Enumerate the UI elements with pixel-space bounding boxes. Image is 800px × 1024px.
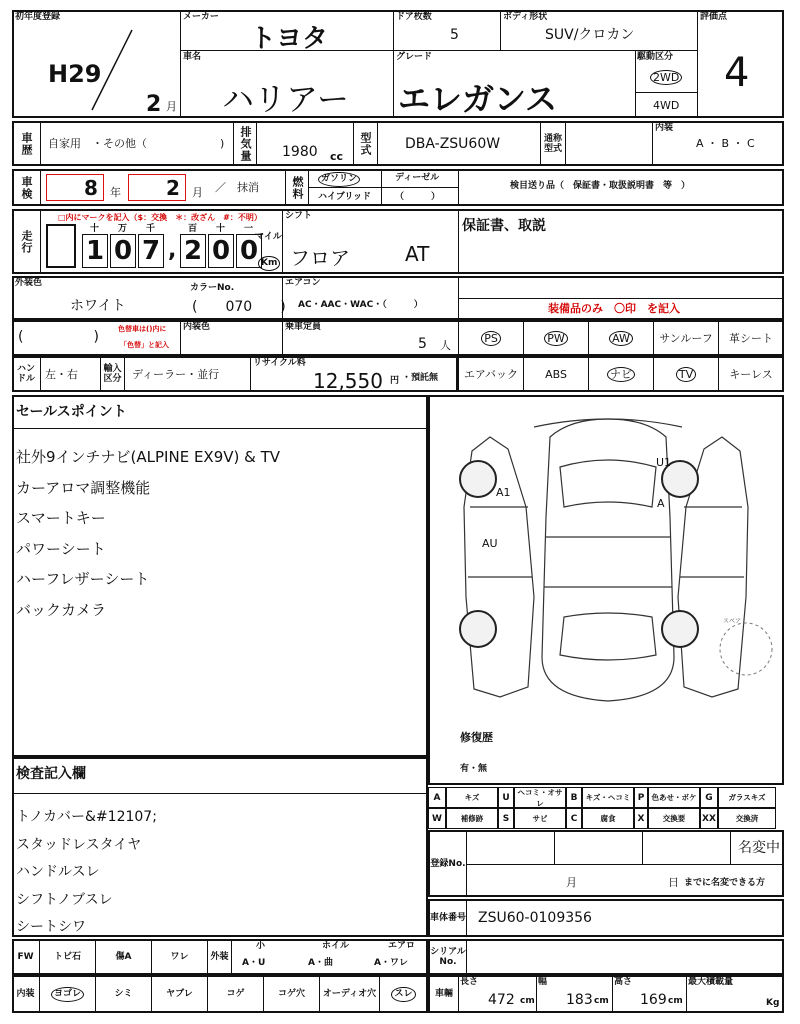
int-item-label: コゲ	[226, 989, 245, 999]
equipment-item	[523, 320, 588, 356]
mileage-digit-unit: 千	[146, 224, 156, 234]
maker-label: メーカー	[183, 12, 219, 22]
int-color-label: 内装色	[183, 322, 211, 332]
mileage-note: □内にマークを記入（$：交換 ＊：改ざん #：不明）	[58, 213, 262, 222]
fw-size-label: ホイル	[322, 941, 350, 951]
damage-mark-a1: A1	[496, 486, 511, 499]
shift-label: シフト	[285, 211, 313, 221]
legend-cell: 交換要	[648, 808, 700, 829]
common-type-label: 通称型式	[543, 133, 562, 154]
erased-label: ／ 抹消	[215, 181, 259, 194]
hei-label: 高さ	[614, 977, 633, 987]
legend-cell: A	[428, 787, 446, 808]
mileage-sep: ,	[168, 238, 177, 263]
legend-cell: ガラスキズ	[718, 787, 776, 808]
mileage-digit: 0	[236, 234, 262, 268]
equipment-label: サンルーフ	[659, 331, 713, 345]
fw-size-value: A・U	[242, 958, 266, 968]
sales-point: 社外9インチナビ(ALPINE EX9V) & TV	[16, 448, 281, 466]
name-change-label: 登録No.	[430, 858, 466, 869]
name-change-note: までに名変できる方	[684, 878, 766, 888]
mileage-unit-km: Km	[258, 256, 280, 271]
fw-size-label: エアロ	[388, 941, 416, 951]
sales-point: スマートキー	[16, 509, 106, 527]
ext-color-value: ホワイト	[70, 298, 126, 314]
interior-grade: A ・ B ・ C	[696, 137, 755, 150]
equip-note: 装備品のみ 〇印 を記入	[548, 302, 680, 315]
interior-label: 内装	[655, 123, 674, 133]
fw-size-value: A・曲	[308, 958, 333, 968]
check-item: トノカバー&#12107;	[16, 809, 157, 825]
drive-4wd: 4WD	[653, 99, 680, 112]
load-unit: Kg	[766, 998, 780, 1008]
legend-cell: ヘコミ・オサレ	[514, 787, 566, 808]
body-value: SUV/クロカン	[545, 27, 635, 43]
len-label: 長さ	[460, 977, 479, 987]
drive-2wd: 2WD	[650, 70, 682, 85]
equipment-label: TV	[676, 367, 696, 382]
legend-cell: 腐食	[582, 808, 634, 829]
vin-value: ZSU60-0109356	[478, 910, 592, 926]
equipment-item	[458, 320, 523, 356]
mileage-digit-unit: 十	[90, 224, 100, 234]
import-value: ディーラー・並行	[132, 368, 220, 381]
mileage-digit: 2	[180, 234, 206, 268]
check-item: シフトノブスレ	[16, 891, 113, 908]
legend-cell: U	[498, 787, 514, 808]
shift-value: フロア	[290, 246, 350, 270]
int-item	[320, 975, 380, 1013]
sales-label: セールスポイント	[16, 404, 127, 420]
recycle-deposit: ・預託無	[402, 373, 439, 383]
int-item-label: コゲ穴	[277, 989, 305, 999]
repaint-note-2: 「色替」と記入	[120, 341, 169, 349]
legend-cell: G	[700, 787, 718, 808]
disp-value: 1980	[282, 144, 318, 160]
legend-cell: C	[566, 808, 582, 829]
body-label: ボディ形状	[503, 12, 548, 22]
cap-unit: 人	[440, 339, 451, 352]
cap-value: 5	[418, 336, 427, 352]
doors-value: 5	[450, 27, 459, 43]
slash-mark	[88, 28, 138, 113]
dim-label: 車輛	[434, 989, 453, 999]
equipment-label: 革シート	[729, 331, 773, 345]
score-value: 4	[724, 50, 750, 96]
fw-size-value: A・ワレ	[374, 958, 408, 968]
check-item: シートシワ	[16, 919, 86, 935]
steering-value: 左・右	[45, 368, 78, 381]
equipment-label: AW	[609, 331, 633, 346]
color-code-value: ( 070 )	[192, 299, 286, 315]
inspection-label: 車検	[20, 175, 33, 200]
reg-label: 車歴	[20, 131, 33, 156]
repaint-note-1: 色替車は()内に	[118, 325, 167, 333]
legend-cell: S	[498, 808, 514, 829]
name-change-status: 名変中	[738, 840, 780, 856]
vin-label: 車体番号	[430, 913, 467, 923]
int-item-label: ヨゴレ	[51, 987, 84, 1002]
recycle-yen: 円	[390, 376, 400, 386]
recycle-label: リサイクル料	[253, 358, 306, 368]
serial-label: シリアルNo.	[430, 947, 466, 967]
len-unit: cm	[520, 996, 535, 1006]
int-item	[380, 975, 428, 1013]
grade-value: エレガンス	[398, 80, 558, 118]
docs-header: 検目送り品（ 保証書・取扱説明書 等 ）	[510, 181, 691, 191]
steering-frame	[12, 356, 458, 392]
docs-note: 保証書、取説	[462, 218, 546, 234]
repair-label: 修復歴	[460, 731, 493, 744]
int-item	[96, 975, 152, 1013]
color-code-label: カラーNo.	[190, 283, 235, 293]
type-value: DBA-ZSU60W	[405, 136, 501, 152]
name-change-month: 月	[566, 876, 577, 889]
fw-cell: 傷A	[96, 939, 152, 975]
fw-cell: FW	[12, 939, 40, 975]
legend-cell: X	[634, 808, 648, 829]
int-item-label: オーディオ穴	[322, 989, 377, 999]
equip-row2-frame	[456, 356, 784, 392]
equipment-label: PS	[481, 331, 501, 346]
fuel-hybrid: ハイブリッド	[318, 192, 372, 202]
sales-point: パワーシート	[16, 539, 106, 558]
wid-value: 183	[566, 992, 593, 1008]
trans-value: AT	[405, 242, 430, 266]
equipment-item	[588, 320, 653, 356]
ac-label: エアコン	[285, 278, 321, 288]
repair-value: 有・無	[460, 764, 488, 774]
hei-value: 169	[640, 992, 667, 1008]
fuel-other: （ ）	[395, 192, 441, 202]
damage-mark-au: AU	[482, 537, 498, 550]
int-item	[264, 975, 320, 1013]
equipment-label: PW	[544, 331, 568, 346]
recycle-value: 12,550	[313, 369, 383, 393]
int-item-label: ヤブレ	[166, 989, 193, 999]
equipment-item	[653, 320, 718, 356]
name-change-day: 日	[668, 876, 679, 889]
repaint-paren: ( )	[18, 329, 99, 345]
first-reg-era: H29	[48, 60, 102, 88]
score-label: 評価点	[700, 12, 728, 22]
inspection-month: 2	[166, 176, 180, 200]
legend-cell: 交換済	[718, 808, 776, 829]
cap-label: 乗車定員	[285, 322, 322, 332]
check-label: 検査記入欄	[16, 766, 86, 782]
legend-cell: キズ・ヘコミ	[582, 787, 634, 808]
doors-label: ドア枚数	[396, 12, 432, 22]
wid-unit: cm	[594, 996, 609, 1006]
len-value: 472	[488, 992, 515, 1008]
legend-cell: P	[634, 787, 648, 808]
ac-value: AC・AAC・WAC・（ ）	[298, 300, 423, 310]
spare-label: スペア	[723, 618, 742, 625]
sales-point: カーアロマ調整機能	[16, 478, 151, 497]
grade-label: グレード	[396, 52, 433, 62]
year-unit: 年	[110, 186, 121, 199]
equipment-item	[718, 320, 783, 356]
drive-label: 駆動区分	[637, 52, 674, 62]
inspection-year: 8	[84, 176, 98, 200]
disp-label: 排気量	[239, 125, 252, 162]
month-unit-2: 月	[192, 186, 203, 199]
legend-cell: B	[566, 787, 582, 808]
mileage-label: 走行	[20, 229, 33, 254]
month-unit: 月	[166, 100, 177, 113]
mileage-unit-mile: マイル	[255, 232, 282, 242]
mileage-digit: 7	[138, 234, 164, 268]
damage-mark-u1: U1	[656, 456, 672, 469]
equipment-label: ナビ	[607, 367, 635, 382]
fuel-diesel: ディーゼル	[395, 173, 440, 183]
int-item	[40, 975, 96, 1013]
fuel-gasoline: ガソリン	[318, 172, 360, 187]
legend-cell: W	[428, 808, 446, 829]
name-value: ハリアー	[222, 80, 350, 118]
first-reg-label: 初年度登録	[15, 12, 61, 22]
sales-point: バックカメラ	[16, 600, 107, 619]
type-label: 型式	[359, 131, 372, 156]
usage-value: 自家用 ・その他（	[48, 137, 147, 150]
steering-label: ハンドル	[16, 364, 35, 384]
legend-cell: サビ	[514, 808, 566, 829]
mileage-mark-box	[46, 224, 76, 268]
int-item	[152, 975, 208, 1013]
check-item: スタッドレスタイヤ	[16, 836, 142, 853]
int-item-label: シミ	[114, 989, 133, 999]
fw-cell: 外装	[208, 939, 232, 975]
first-reg-month: 2	[146, 92, 162, 117]
car-diagram	[430, 397, 782, 727]
wid-label: 幅	[538, 977, 548, 987]
equipment-label: エアバック	[463, 367, 519, 381]
equipment-label: キーレス	[729, 367, 773, 381]
int-item	[208, 975, 264, 1013]
legend-cell: キズ	[446, 787, 498, 808]
load-label: 最大積載量	[688, 977, 734, 987]
usage-close: )	[220, 137, 225, 150]
legend-cell: 補修跡	[446, 808, 498, 829]
mileage-digit: 0	[110, 234, 136, 268]
import-label: 輸入区分	[103, 364, 122, 384]
sales-point: ハーフレザーシート	[16, 570, 150, 588]
int-label: 内装	[12, 975, 40, 1013]
mileage-digit-unit: 百	[188, 224, 198, 234]
mileage-digit: 0	[208, 234, 234, 268]
fw-cell: ワレ	[152, 939, 208, 975]
int-item-label: スレ	[391, 987, 415, 1002]
maker-value: トヨタ	[250, 24, 329, 54]
equipment-label: ABS	[545, 367, 567, 381]
damage-mark-a: A	[657, 497, 665, 510]
mileage-digit-unit: 十	[216, 224, 226, 234]
hei-unit: cm	[668, 996, 683, 1006]
legend-cell: XX	[700, 808, 718, 829]
mileage-digit-unit: 一	[244, 224, 254, 234]
check-item: ハンドルスレ	[16, 864, 100, 880]
ext-color-label: 外装色	[15, 278, 43, 288]
mileage-digit: 1	[82, 234, 108, 268]
disp-unit: cc	[330, 150, 344, 163]
fw-cell: トビ石	[40, 939, 96, 975]
name-label: 車名	[183, 52, 202, 62]
legend-cell: 色あせ・ボケ	[648, 787, 700, 808]
serial-frame	[428, 939, 784, 975]
mileage-digit-unit: 万	[118, 224, 128, 234]
fw-size-label: 小	[256, 941, 266, 951]
fuel-label: 燃料	[291, 175, 304, 200]
